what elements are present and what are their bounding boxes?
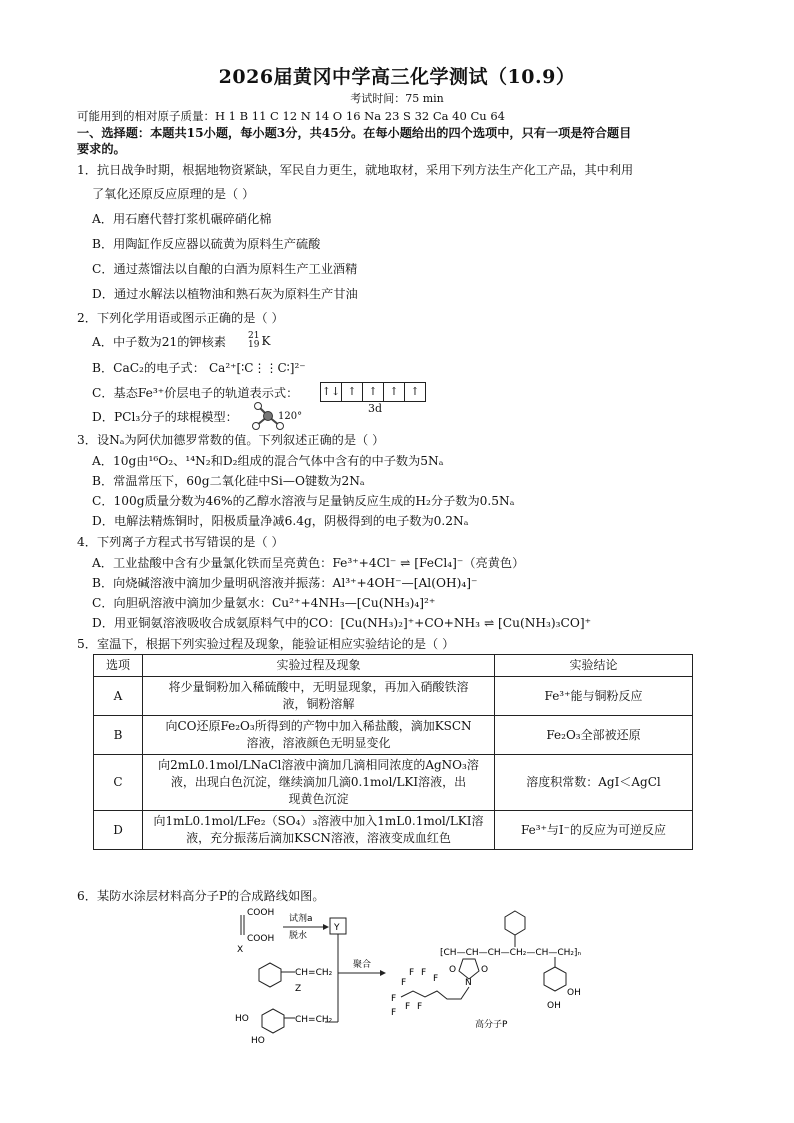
q4-option-a: A．工业盐酸中含有少量氯化铁而呈亮黄色：Fe³⁺+4Cl⁻ ⇌ [FeCl₄]⁻（亮黄色） — [92, 556, 525, 570]
q2-nuclide-symbol: K — [261, 334, 271, 348]
fluorine: F — [409, 968, 415, 978]
catechol-ho-1: HO — [235, 1014, 249, 1024]
process-line: 溶液，溶液颜色无明显变化 — [246, 736, 391, 750]
table-cell-process — [143, 677, 495, 716]
imide-n: N — [465, 978, 472, 988]
q2-nuclide-z: 19 — [248, 340, 260, 350]
table-cell-process — [143, 811, 495, 850]
q5-stem: 5．室温下，根据下列实验过程及现象，能验证相应实验结论的是（ ） — [77, 637, 455, 651]
fluorine: F — [391, 994, 397, 1004]
x-cooh-bottom: COOH — [247, 934, 275, 944]
q1-stem-line1: 1．抗日战争时期，根据地物资紧缺，军民自力更生，就地取材，采用下列方法生产化工产品，其中利用 — [77, 163, 634, 177]
table-row — [94, 811, 693, 850]
q2-bond-angle: 120° — [278, 411, 303, 422]
q2-stem: 2．下列化学用语或图示正确的是（ ） — [77, 311, 284, 325]
q2-option-d: D．PCl₃分子的球棍模型： — [92, 410, 238, 424]
section-heading-line1: 一、选择题：本题共15小题，每小题3分，共45分。在每小题给出的四个选项中，只有一项是符合题目 — [77, 126, 632, 140]
table-cell-option: C — [94, 755, 143, 811]
fluorine: F — [433, 974, 439, 984]
polymerize-label: 聚合 — [353, 960, 372, 970]
product-oh-2: OH — [547, 1001, 561, 1011]
exam-time: 考试时间：75 min — [350, 92, 444, 105]
fluorine: F — [417, 1002, 423, 1012]
q1-stem-line2: 了氧化还原反应原理的是（ ） — [92, 187, 255, 201]
q2-nuclide — [248, 332, 270, 350]
q2-option-c: C．基态Fe³⁺价层电子的轨道表示式： — [92, 386, 299, 400]
process-line: 液，充分振荡后滴加KSCN溶液，溶液变成血红色 — [186, 831, 451, 845]
q3-stem: 3．设Nₐ为阿伏加德罗常数的值。下列叙述正确的是（ ） — [77, 433, 385, 447]
table-row — [94, 755, 693, 811]
table-cell-option: D — [94, 811, 143, 850]
product-oh-1: OH — [567, 988, 581, 998]
label-y: Y — [334, 923, 340, 933]
fluorine: F — [405, 1002, 411, 1012]
imide-o-right: O — [481, 965, 489, 975]
q3-option-a: A．10g由¹⁶O₂、¹⁴N₂和D₂组成的混合气体中含有的中子数为5Nₐ — [92, 454, 444, 468]
fluorine: F — [421, 968, 427, 978]
reagent-a: 试剂a — [289, 914, 313, 924]
imide-o-left: O — [449, 965, 457, 975]
table-cell-option: B — [94, 716, 143, 755]
q4-option-d: D．用亚铜氨溶液吸收合成氨原料气中的CO：[Cu(NH₃)₂]⁺+CO+NH₃ ⇌ [Cu(NH₃)₃CO]⁺ — [92, 616, 592, 630]
process-line: 向2mL0.1mol/LNaCl溶液中滴加几滴相同浓度的AgNO₃溶 — [158, 758, 479, 772]
orbital-box: ↑ — [404, 382, 426, 402]
q5-experiment-table — [93, 654, 693, 850]
synthesis-route-diagram — [225, 905, 625, 1055]
process-line: 将少量铜粉加入稀硫酸中，无明显现象，再加入硝酸铁溶 — [168, 680, 469, 694]
orbital-box: ↑ — [341, 382, 363, 402]
q3-option-d: D．电解法精炼铜时，阳极质量净减6.4g，阴极得到的电子数为0.2Nₐ — [92, 514, 469, 528]
q2-option-a: A．中子数为21的钾核素 — [92, 335, 226, 349]
orbital-box: ↑↓ — [320, 382, 342, 402]
q4-option-b: B．向烧碱溶液中滴加少量明矾溶液并振荡：Al³⁺+4OH⁻—[Al(OH)₄]⁻ — [92, 576, 478, 590]
q2-option-b: B．CaC₂的电子式： — [92, 361, 205, 375]
q2-nuclide-mass: 21 — [248, 331, 260, 341]
orbital-box: ↑ — [362, 382, 384, 402]
x-cooh-top: COOH — [247, 908, 275, 918]
table-header: 实验过程及现象 — [143, 655, 495, 677]
q1-option-b: B．用陶缸作反应器以硫黄为原料生产硫酸 — [92, 237, 321, 251]
q1-option-a: A．用石磨代替打浆机碾碎硝化棉 — [92, 212, 272, 226]
table-header: 选项 — [94, 655, 143, 677]
label-x: X — [237, 945, 244, 955]
q2-electron-formula: Ca²⁺[∶C⋮⋮C∶]²⁻ — [209, 361, 306, 375]
q3-option-b: B．常温常压下，60g二氧化硅中Si—O键数为2Nₐ — [92, 474, 365, 488]
q2-orbital-diagram — [320, 382, 425, 402]
reagent-dehydrate: 脱水 — [289, 931, 308, 941]
process-line: 液，出现白色沉淀，继续滴加几滴0.1mol/LKI溶液，出 — [170, 775, 467, 789]
polymer-chain: ⁅CH—CH—CH—CH₂—CH—CH₂⁆ₙ — [440, 948, 582, 958]
table-cell-process — [143, 716, 495, 755]
fluorine: F — [401, 978, 407, 988]
table-cell-conclusion: Fe³⁺能与铜粉反应 — [495, 677, 693, 716]
process-line: 现黄色沉淀 — [288, 792, 349, 806]
q2-orbital-label: 3d — [368, 402, 383, 415]
label-z: Z — [295, 984, 302, 994]
product-label: 高分子P — [475, 1020, 508, 1030]
q1-option-d: D．通过水解法以植物油和熟石灰为原料生产甘油 — [92, 287, 358, 301]
q4-stem: 4．下列离子方程式书写错误的是（ ） — [77, 535, 284, 549]
atomic-masses: 可能用到的相对原子质量：H 1 B 11 C 12 N 14 O 16 Na 23 S 32 Ca 40 Cu 64 — [77, 109, 505, 123]
q3-option-c: C．100g质量分数为46%的乙醇水溶液与足量钠反应生成的H₂分子数为0.5Nₐ — [92, 494, 515, 508]
process-line: 向1mL0.1mol/LFe₂（SO₄）₃溶液中加入1mL0.1mol/LKI溶 — [153, 814, 484, 828]
orbital-box: ↑ — [383, 382, 405, 402]
process-line: 向CO还原Fe₂O₃所得到的产物中加入稀盐酸，滴加KSCN — [165, 719, 472, 733]
table-header: 实验结论 — [495, 655, 693, 677]
z-vinyl: CH=CH₂ — [295, 968, 333, 978]
table-row — [94, 716, 693, 755]
table-cell-conclusion: Fe₂O₃全部被还原 — [495, 716, 693, 755]
catechol-vinyl: CH=CH₂ — [295, 1015, 333, 1025]
table-cell-conclusion: Fe³⁺与I⁻的反应为可逆反应 — [495, 811, 693, 850]
table-row — [94, 677, 693, 716]
page-title: 2026届黄冈中学高三化学测试（10.9） — [218, 66, 576, 88]
process-line: 液，铜粉溶解 — [282, 697, 355, 711]
table-cell-option: A — [94, 677, 143, 716]
table-cell-process — [143, 755, 495, 811]
q4-option-c: C．向胆矾溶液中滴加少量氨水：Cu²⁺+4NH₃—[Cu(NH₃)₄]²⁺ — [92, 596, 436, 610]
q1-option-c: C．通过蒸馏法以自酿的白酒为原料生产工业酒精 — [92, 262, 358, 276]
section-heading-line2: 要求的。 — [77, 142, 126, 156]
table-header-row — [94, 655, 693, 677]
table-cell-conclusion: 溶度积常数：AgI＜AgCl — [495, 755, 693, 811]
q6-stem: 6．某防水涂层材料高分子P的合成路线如图。 — [77, 889, 325, 903]
catechol-ho-2: HO — [251, 1036, 265, 1046]
fluorine: F — [391, 1008, 397, 1018]
